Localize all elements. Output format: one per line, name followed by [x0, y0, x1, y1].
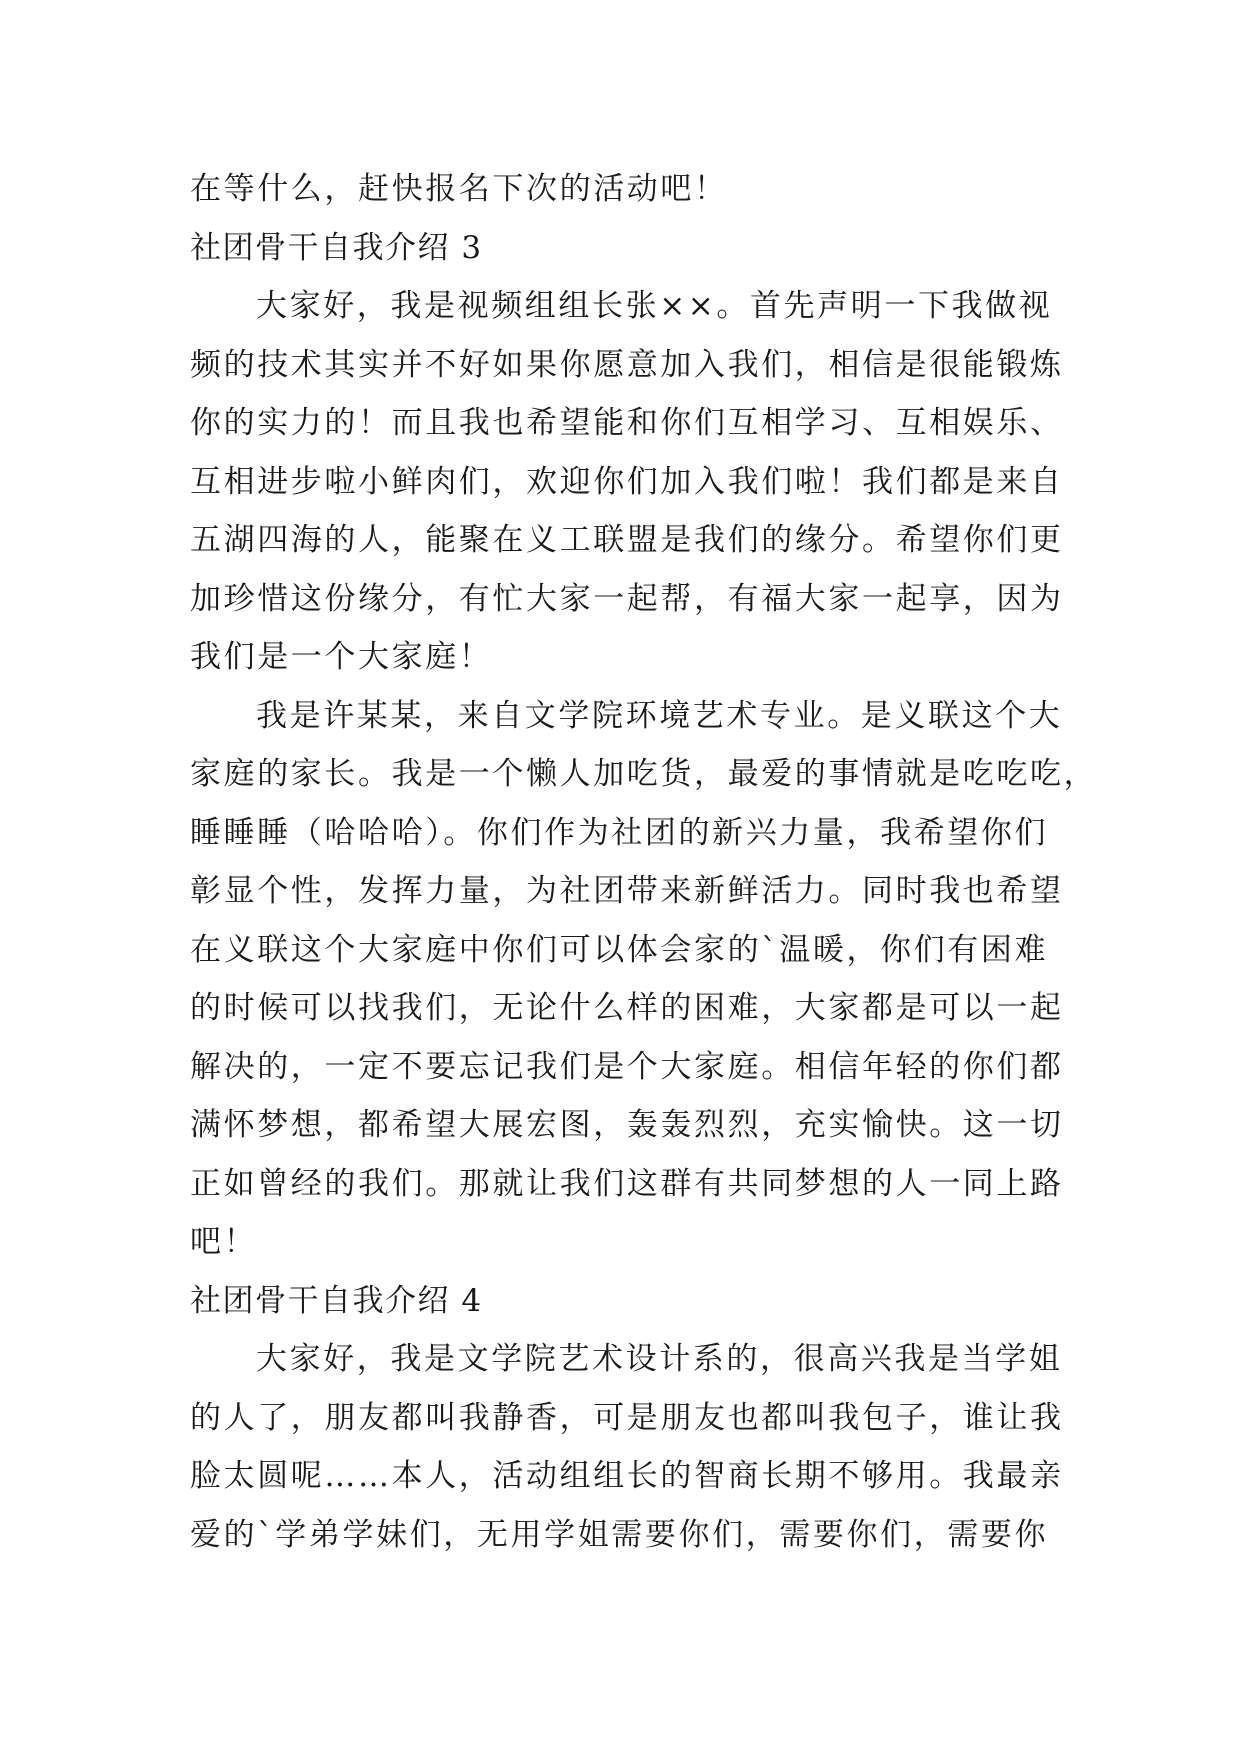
- text-line: 大家好，我是文学院艺术设计系的，很高兴我是当学姐: [256, 1341, 1063, 1377]
- text-line: 爱的`学弟学妹们，无用学姐需要你们，需要你们，需要你: [190, 1516, 1049, 1553]
- text-line: 频的技术其实并不好如果你愿意加入我们，相信是很能锻炼: [190, 346, 1064, 383]
- text-line: 在义联这个大家庭中你们可以体会家的`温暖，你们有困难: [190, 931, 1049, 968]
- text-line: 在等什么，赶快报名下次的活动吧！: [190, 171, 728, 207]
- text-line: 你的实力的！而且我也希望能和你们互相学习、互相娱乐、: [190, 405, 1064, 441]
- text-line: 解决的，一定不要忘记我们是个大家庭。相信年轻的你们都: [190, 1048, 1064, 1085]
- text-line: 的人了，朋友都叫我静香，可是朋友也都叫我包子，谁让我: [190, 1399, 1064, 1436]
- text-line: 我们是一个大家庭！: [190, 639, 493, 675]
- section-heading: 社团骨干自我介绍 4: [190, 1282, 483, 1319]
- section-heading: 社团骨干自我介绍 3: [190, 229, 483, 266]
- text-line: 满怀梦想，都希望大展宏图，轰轰烈烈，充实愉快。这一切: [190, 1107, 1064, 1143]
- text-line: 彰显个性，发挥力量，为社团带来新鲜活力。同时我也希望: [190, 873, 1064, 909]
- text-line: 正如曾经的我们。那就让我们这群有共同梦想的人一同上路: [190, 1165, 1064, 1202]
- text-line: 睡睡睡（哈哈哈）。你们作为社团的新兴力量，我希望你们: [190, 814, 1049, 851]
- text-line: 脸太圆呢……本人，活动组组长的智商长期不够用。我最亲: [190, 1458, 1064, 1494]
- text-line: 五湖四海的人，能聚在义工联盟是我们的缘分。希望你们更: [190, 522, 1064, 558]
- text-line: 加珍惜这份缘分，有忙大家一起帮，有福大家一起享，因为: [190, 580, 1064, 617]
- text-line: 大家好，我是视频组组长张××。首先声明一下我做视: [256, 288, 1053, 324]
- text-line: 的时候可以找我们，无论什么样的困难，大家都是可以一起: [190, 990, 1064, 1026]
- text-line: 互相进步啦小鲜肉们，欢迎你们加入我们啦！我们都是来自: [190, 463, 1064, 500]
- text-line: 家庭的家长。我是一个懒人加吃货，最爱的事情就是吃吃吃，: [190, 756, 1098, 792]
- text-line: 吧！: [190, 1224, 258, 1260]
- text-line: 我是许某某，来自文学院环境艺术专业。是义联这个大: [256, 697, 1063, 734]
- document-body: [190, 160, 1098, 1564]
